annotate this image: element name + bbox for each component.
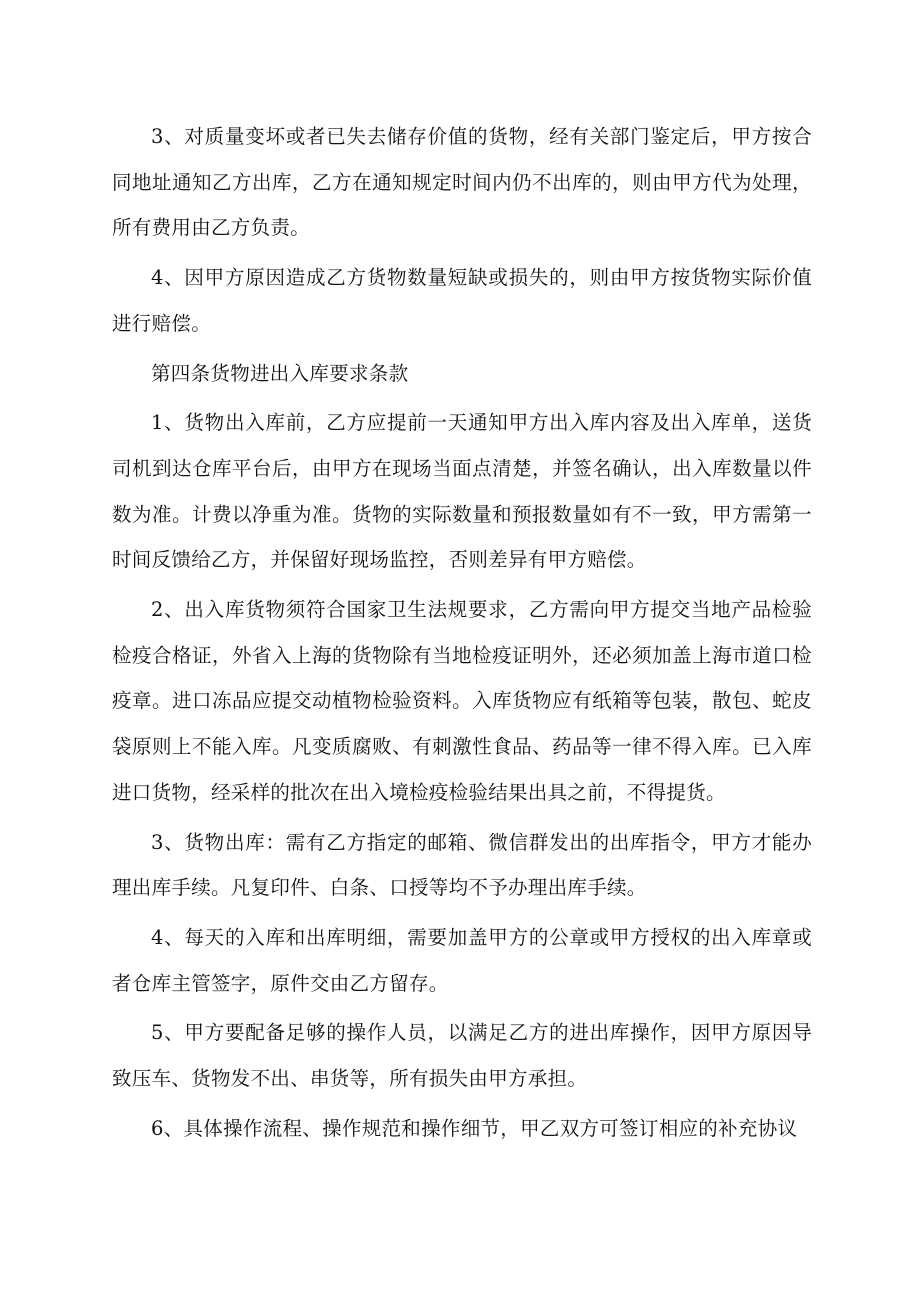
clause-4-compensation: 4、因甲方原因造成乙方货物数量短缺或损失的，则由甲方按货物实际价值进行赔偿。	[112, 266, 812, 335]
document-body	[112, 114, 812, 1155]
item-4-daily-details: 4、每天的入库和出库明细，需要加盖甲方的公章或甲方授权的出入库章或者仓库主管签字，原件交由乙方留存。	[112, 925, 812, 995]
item-2-hygiene-requirements: 2、出入库货物须符合国家卫生法规要求，乙方需向甲方提交当地产品检验检疫合格证，外省入上海的货物除有当地检疫证明外，还必须加盖上海市道口检疫章。进口冻品应提交动植物检验资料。入库货物应有纸箱等包装，散包、蛇皮袋原则上不能入库。凡变质腐败、有刺激性食品、药品等一律不得入库。已入库进口货物，经采样的批次在出入境检疫检验结果出具之前，不得提货。	[112, 598, 812, 804]
item-1-inbound-outbound-notice: 1、货物出入库前，乙方应提前一天通知甲方出入库内容及出入库单，送货司机到达仓库平台后，由甲方在现场当面点清楚，并签名确认，出入库数量以件数为准。计费以净重为准。货物的实际数量和预报数量如有不一致，甲方需第一时间反馈给乙方，并保留好现场监控，否则差异有甲方赔偿。	[112, 411, 812, 572]
item-6-supplementary-agreement: 6、具体操作流程、操作规范和操作细节，甲乙双方可签订相应的补充协议	[151, 1116, 798, 1140]
item-3-outbound-instruction: 3、货物出库：需有乙方指定的邮箱、微信群发出的出库指令，甲方才能办理出库手续。凡复印件、白条、口授等均不予办理出库手续。	[112, 830, 812, 900]
article-4-heading: 第四条货物进出入库要求条款	[151, 361, 409, 385]
clause-3-quality-deterioration: 3、对质量变坏或者已失去储存价值的货物，经有关部门鉴定后，甲方按合同地址通知乙方出库，乙方在通知规定时间内仍不出库的，则由甲方代为处理，所有费用由乙方负责。	[112, 125, 812, 240]
item-5-staffing: 5、甲方要配备足够的操作人员，以满足乙方的进出库操作，因甲方原因导致压车、货物发不出、串货等，所有损失由甲方承担。	[112, 1021, 812, 1091]
